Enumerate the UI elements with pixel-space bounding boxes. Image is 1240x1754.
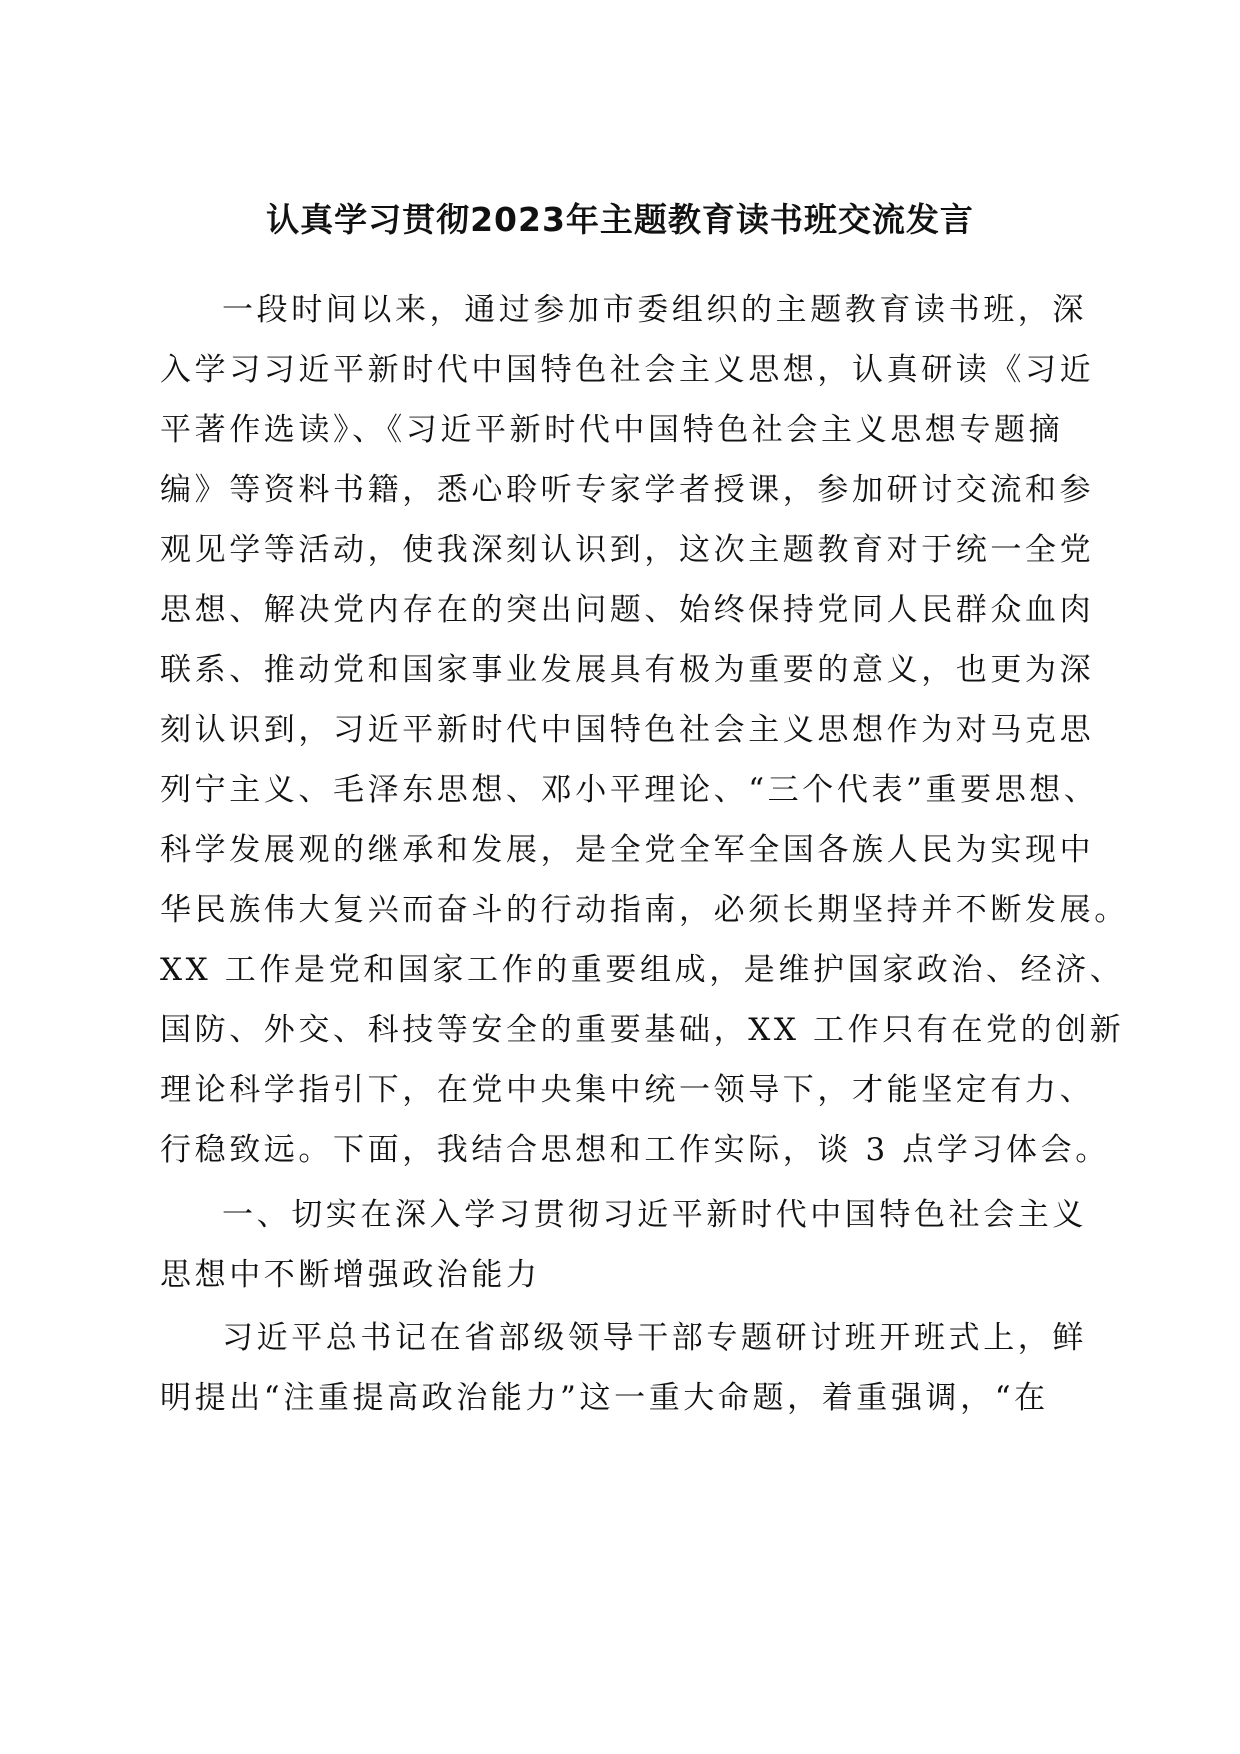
- body-line: 国防、外交、科技等安全的重要基础，XX 工作只有在党的创新: [160, 1012, 1125, 1048]
- body-line: 列宁主义、毛泽东思想、邓小平理论、“三个代表”重要思想、: [160, 772, 1099, 808]
- body-line: 理论科学指引下，在党中央集中统一领导下，才能坚定有力、: [160, 1072, 1095, 1108]
- body-line: 刻认识到，习近平新时代中国特色社会主义思想作为对马克思: [160, 712, 1095, 748]
- section-heading-line: 一、切实在深入学习贯彻习近平新时代中国特色社会主义: [222, 1197, 1087, 1233]
- body-line: 思想、解决党内存在的突出问题、始终保持党同人民群众血肉: [160, 592, 1095, 628]
- body-line: XX 工作是党和国家工作的重要组成，是维护国家政治、经济、: [160, 952, 1125, 988]
- body-line: 一段时间以来，通过参加市委组织的主题教育读书班，深: [222, 292, 1087, 328]
- body-line: 编》等资料书籍，悉心聆听专家学者授课，参加研讨交流和参: [160, 472, 1095, 508]
- body-line: 联系、推动党和国家事业发展具有极为重要的意义，也更为深: [160, 652, 1095, 688]
- body-line: 观见学等活动，使我深刻认识到，这次主题教育对于统一全党: [160, 532, 1095, 568]
- body-line: 华民族伟大复兴而奋斗的行动指南，必须长期坚持并不断发展。: [160, 892, 1129, 928]
- body-line: 入学习习近平新时代中国特色社会主义思想，认真研读《习近: [160, 352, 1095, 388]
- body-line: 科学发展观的继承和发展，是全党全军全国各族人民为实现中: [160, 832, 1095, 868]
- body-line: 平著作选读》、《习近平新时代中国特色社会主义思想专题摘: [160, 412, 1064, 448]
- document-title: 认真学习贯彻2023年主题教育读书班交流发言: [266, 200, 974, 239]
- body-line: 行稳致远。下面，我结合思想和工作实际，谈 3 点学习体会。: [160, 1132, 1110, 1168]
- section-heading-line: 思想中不断增强政治能力: [160, 1257, 541, 1293]
- body-line: 习近平总书记在省部级领导干部专题研讨班开班式上，鲜: [222, 1320, 1087, 1356]
- body-line: 明提出“注重提高政治能力”这一重大命题，着重强调，“在: [160, 1380, 1049, 1416]
